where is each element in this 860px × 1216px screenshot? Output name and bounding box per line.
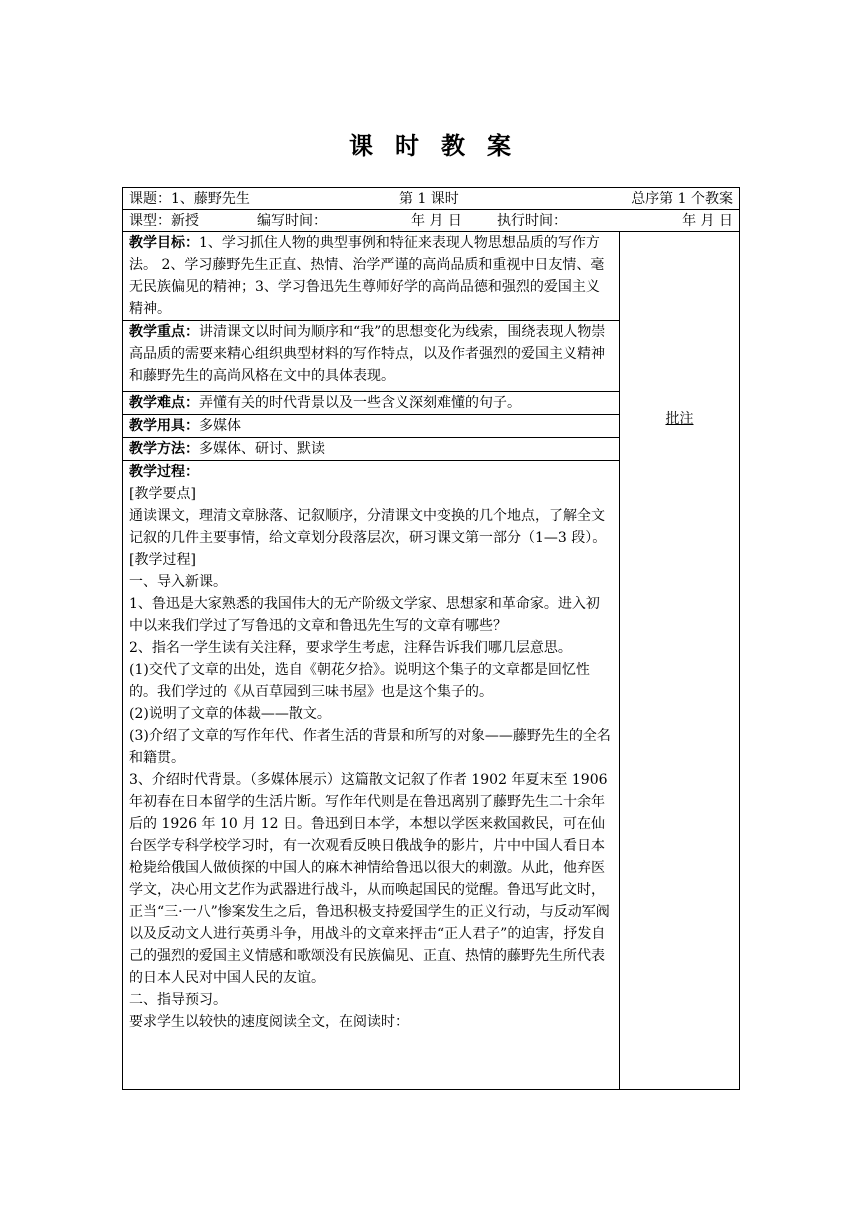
process-paragraph: 3、介绍时代背景。（多媒体展示）这篇散文记叙了作者 1902 年夏末至 1906 年初春在日本留学的生活片断。写作年代则是在鲁迅离别了藤野先生二十余年后的 1926 年 10 月 12 日。鲁迅到日本学，本想以学医来救国救民，可在仙台医学专科学校学习时，有一次观看反映日俄战争的影片，片中中国人看日本枪毙给俄国人做侦探的中国人的麻木神情给鲁迅以很大的刺激。从此，他弃医学文，决心用文艺作为武器进行战斗，从而唤起国民的觉醒。鲁迅写此文时，正当“三·一八”惨案发生之后，鲁迅积极支持爱国学生的正义行动，与反动军阀以及反动文人进行英勇斗争，用战斗的文章来抨击“正人君子”的迫害，抒发自己的强烈的爱国主义情感和歌颂没有民族偏见、正直、热情的藤野先生所代表的日本人民对中国人民的友谊。: [129, 772, 610, 986]
objectives-text: 1、学习抓住人物的典型事例和特征来表现人物思想品质的写作方法。 2、学习藤野先生正直、热情、治学严谨的高尚品质和重视中日友情、毫无民族偏见的精神；3、学习鲁迅先生尊师好学的高尚品德和强烈的爱国主义精神。: [129, 235, 605, 317]
process-paragraph: 通读课文，理清文章脉落、记叙顺序，分清课文中变换的几个地点，了解全文记叙的几件主要事情，给文章划分段落层次，研习课文第一部分（1—3 段）。: [129, 508, 607, 546]
process-paragraph: 一、导入新课。: [129, 574, 227, 590]
difficulties-label: 教学难点：: [129, 395, 199, 411]
tools-label: 教学用具：: [129, 418, 199, 434]
process-paragraph: [教学过程]: [129, 552, 196, 568]
page-title: 课时教案: [349, 131, 533, 160]
topic-field: 课题：1、藤野先生: [129, 191, 250, 207]
lesson-type-field: 课型：新授: [129, 213, 199, 229]
process-paragraph: (3)介绍了文章的写作年代、作者生活的背景和所写的对象——藤野先生的全名和籍贯。: [129, 728, 611, 766]
written-time-label: 编写时间：: [257, 213, 327, 229]
total-sequence-field: 总序第 1 个教案: [631, 191, 733, 207]
process-paragraph: 二、指导预习。: [129, 992, 227, 1008]
key-points-text: 讲清课文以时间为顺序和“我”的思想变化为线索，围绕表现人物崇高品质的需要来精心组织典型材料的写作特点，以及作者强烈的爱国主义精神和藤野先生的高尚风格在文中的具体表现。: [129, 324, 606, 384]
methods-text: 多媒体、研讨、默读: [199, 441, 325, 457]
objectives-cell: [123, 232, 620, 321]
methods-label: 教学方法：: [129, 441, 199, 457]
header-row-1: [123, 188, 740, 210]
tools-text: 多媒体: [199, 418, 241, 434]
difficulties-text: 弄懂有关的时代背景以及一些含义深刻难懂的句子。: [199, 395, 521, 411]
notes-label: 批注: [665, 411, 694, 427]
process-cell: [123, 461, 620, 1090]
written-date-field: 年 月 日: [411, 213, 462, 229]
process-paragraph: 1、鲁迅是大家熟悉的我国伟大的无产阶级文学家、思想家和革命家。进入初中以来我们学过了写鲁迅的文章和鲁迅先生写的文章有哪些？: [129, 596, 600, 634]
process-paragraph: 2、指名一学生读有关注释，要求学生考虑，注释告诉我们哪几层意思。: [129, 640, 572, 656]
objectives-label: 教学目标：: [129, 235, 199, 251]
process-paragraph: [教学要点]: [129, 486, 196, 502]
methods-cell: [123, 438, 620, 461]
tools-cell: [123, 415, 620, 438]
difficulties-cell: [123, 392, 620, 415]
process-paragraph: (1)交代了文章的出处，选自《朝花夕拾》。说明这个集子的文章都是回忆性的。我们学过的《从百草园到三味书屋》也是这个集子的。: [129, 662, 590, 700]
lesson-number-field: 第 1 课时: [399, 191, 459, 207]
process-paragraph: (2)说明了文章的体裁——散文。: [129, 706, 331, 722]
header-row-2: [123, 210, 740, 232]
key-points-cell: [123, 321, 620, 392]
key-points-label: 教学重点：: [129, 324, 199, 340]
exec-time-label: 执行时间：: [497, 213, 567, 229]
lesson-plan-table: [122, 187, 740, 1090]
process-paragraph: 要求学生以较快的速度阅读全文，在阅读时：: [129, 1014, 409, 1030]
process-label: 教学过程：: [129, 464, 199, 480]
notes-column: [620, 232, 740, 1090]
exec-date-field: 年 月 日: [682, 213, 733, 229]
